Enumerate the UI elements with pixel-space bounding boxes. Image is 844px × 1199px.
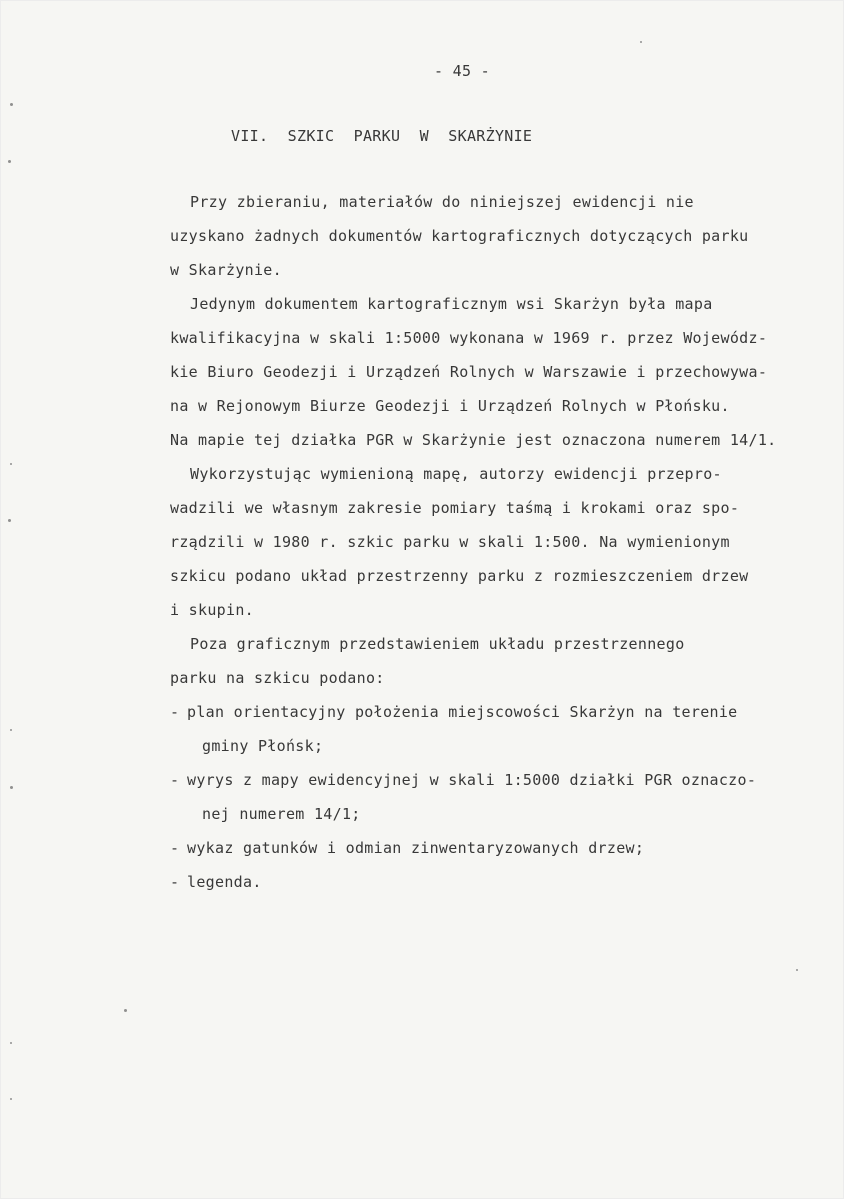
paragraph-2-line-4: na w Rejonowym Biurze Geodezji i Urządzeń Rolnych w Płońsku. [170, 397, 730, 415]
scan-speck [640, 41, 642, 43]
scan-speck [10, 729, 12, 731]
paragraph-1-line-2: uzyskano żadnych dokumentów kartograficznych dotyczących parku [170, 227, 749, 245]
paragraph-2-line-1: Jedynym dokumentem kartograficznym wsi Skarżyn była mapa [190, 295, 713, 313]
paragraph-4-line-1: Poza graficznym przedstawieniem układu przestrzennego [190, 635, 685, 653]
scan-speck [8, 160, 11, 163]
bullet-1-line-1: plan orientacyjny położenia miejscowości Skarżyn na terenie [187, 703, 738, 721]
scan-speck [10, 786, 13, 789]
paragraph-2-line-3: kie Biuro Geodezji i Urządzeń Rolnych w Warszawie i przechowywa- [170, 363, 768, 381]
bullet-dash-4: - [170, 873, 180, 891]
bullet-2-line-1: wyrys z mapy ewidencyjnej w skali 1:5000 działki PGR oznaczo- [187, 771, 757, 789]
paragraph-2-line-2: kwalifikacyjna w skali 1:5000 wykonana w 1969 r. przez Wojewódz- [170, 329, 768, 347]
paragraph-1-line-3: w Skarżynie. [170, 261, 282, 279]
paragraph-3-line-4: szkicu podano układ przestrzenny parku z rozmieszczeniem drzew [170, 567, 749, 585]
page-number: - 45 - [434, 62, 490, 80]
paragraph-3-line-5: i skupin. [170, 601, 254, 619]
scan-speck [10, 103, 13, 106]
bullet-3-line-1: wykaz gatunków i odmian zinwentaryzowanych drzew; [187, 839, 645, 857]
bullet-2-line-2: nej numerem 14/1; [202, 805, 361, 823]
paragraph-1-line-1: Przy zbieraniu, materiałów do niniejszej ewidencji nie [190, 193, 694, 211]
bullet-dash-1: - [170, 703, 180, 721]
scan-speck [10, 463, 12, 465]
bullet-1-line-2: gminy Płońsk; [202, 737, 324, 755]
paragraph-3-line-3: rządzili w 1980 r. szkic parku w skali 1:500. Na wymienionym [170, 533, 730, 551]
scan-speck [124, 1009, 127, 1012]
scan-speck [796, 969, 798, 971]
scan-speck [10, 1098, 12, 1100]
paragraph-3-line-2: wadzili we własnym zakresie pomiary taśmą i krokami oraz spo- [170, 499, 740, 517]
bullet-dash-2: - [170, 771, 180, 789]
scan-speck [10, 1042, 12, 1044]
section-title: VII. SZKIC PARKU W SKARŻYNIE [231, 127, 533, 145]
paragraph-4-line-2: parku na szkicu podano: [170, 669, 385, 687]
bullet-dash-3: - [170, 839, 180, 857]
scan-speck [8, 519, 11, 522]
paragraph-2-line-5: Na mapie tej działka PGR w Skarżynie jest oznaczona numerem 14/1. [170, 431, 777, 449]
bullet-4-line-1: legenda. [187, 873, 262, 891]
paragraph-3-line-1: Wykorzystując wymienioną mapę, autorzy ewidencji przepro- [190, 465, 722, 483]
